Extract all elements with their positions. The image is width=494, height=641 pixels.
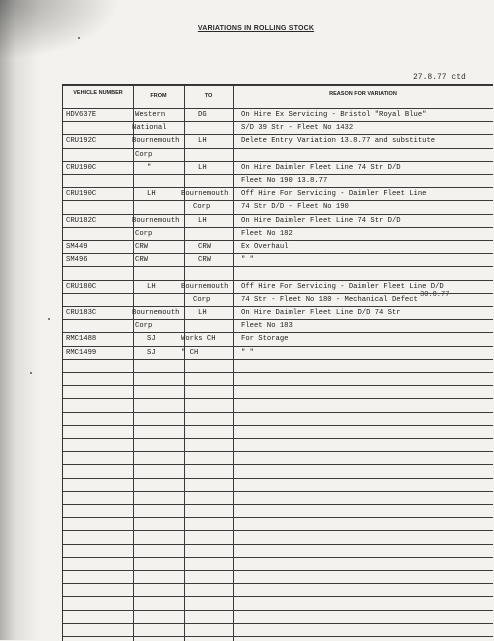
column-header-from: FROM (150, 93, 167, 99)
table-cell-from: CRW (135, 256, 148, 265)
row-divider (63, 85, 493, 86)
table-cell-reason: On Hire Daimler Fleet Line D/D 74 Str (241, 309, 401, 317)
table-cell-from: Bournemouth (132, 137, 180, 146)
table-cell-from: Corp (135, 150, 153, 159)
row-divider (63, 280, 493, 281)
row-divider (63, 451, 493, 452)
table-cell-vehicle: CRU183C (66, 309, 97, 317)
table-cell-vehicle: CRU182C (66, 216, 97, 225)
table-cell-from: Corp (135, 229, 153, 238)
row-divider (63, 148, 493, 149)
table-cell-to: CRW (198, 243, 211, 251)
table-cell-vehicle: CRU190C (66, 163, 97, 172)
row-divider (63, 108, 493, 109)
row-divider (63, 293, 493, 294)
row-divider (63, 385, 493, 386)
row-divider (63, 398, 493, 399)
row-divider (63, 266, 493, 267)
table-cell-vehicle: CRU180C (66, 282, 97, 291)
column-header-vehicle: VEHICLE NUMBER (73, 90, 123, 96)
scan-edge-shadow (0, 0, 40, 640)
row-divider (63, 253, 493, 254)
table-cell-reason: " " (241, 348, 254, 357)
table-cell-reason: On Hire Daimler Fleet Line 74 Str D/D (241, 216, 401, 225)
scan-speck (48, 318, 50, 320)
table-cell-from: CRW (135, 243, 148, 251)
table-cell-vehicle: HDV637E (66, 111, 97, 119)
table-cell-vehicle: SM496 (66, 256, 88, 265)
row-divider (63, 464, 493, 465)
row-divider (63, 214, 493, 215)
table-cell-reason: On Hire Daimler Fleet Line 74 Str D/D (241, 163, 401, 172)
row-divider (63, 596, 493, 597)
row-divider (63, 359, 493, 360)
rolling-stock-table (62, 84, 493, 641)
table-cell-from: National (132, 124, 167, 133)
row-divider (63, 332, 493, 333)
row-divider (63, 200, 493, 201)
table-cell-reason: Off Hire For Servicing - Daimler Fleet Line (241, 190, 427, 199)
table-cell-to: Works CH (181, 335, 216, 344)
row-divider (63, 372, 493, 373)
row-divider (63, 319, 493, 320)
row-divider (63, 438, 493, 439)
row-divider (63, 187, 493, 188)
table-cell-to: LH (198, 163, 207, 172)
table-cell-vehicle: CRU192C (66, 137, 97, 146)
row-divider (63, 530, 493, 531)
row-divider (63, 623, 493, 624)
table-cell-to: CRW (198, 256, 211, 265)
row-divider (63, 504, 493, 505)
row-divider (63, 583, 493, 584)
page-title: VARIATIONS IN ROLLING STOCK (197, 25, 315, 32)
scan-speck (30, 372, 32, 374)
table-cell-reason: 74 Str - Fleet No 180 - Mechanical Defect (241, 295, 418, 304)
row-divider (63, 636, 493, 637)
table-cell-to: Bournemouth (181, 282, 229, 291)
table-cell-to: LH (198, 216, 207, 225)
row-divider (63, 544, 493, 545)
table-cell-from: Western (135, 111, 166, 119)
table-cell-from: " (147, 163, 152, 172)
row-divider (63, 306, 493, 307)
table-cell-to: Corp (193, 295, 211, 304)
table-cell-from: LH (147, 190, 156, 199)
table-cell-vehicle: SM449 (66, 243, 88, 251)
table-cell-reason: 74 Str D/D - Fleet No 190 (241, 203, 349, 212)
table-cell-to: LH (198, 137, 207, 146)
scan-corner-shadow (0, 0, 120, 60)
second-date: 30.8.77 (420, 291, 450, 299)
scan-speck (78, 37, 80, 39)
table-cell-reason: Ex Overhaul (241, 243, 289, 251)
table-cell-from: Bournemouth (132, 309, 180, 317)
table-cell-from: SJ (147, 348, 156, 357)
row-divider (63, 610, 493, 611)
row-divider (63, 174, 493, 175)
table-cell-from: Corp (135, 322, 153, 331)
table-cell-vehicle: CRU190C (66, 190, 97, 199)
table-cell-reason: Fleet No 182 (241, 229, 293, 238)
row-divider (63, 227, 493, 228)
row-divider (63, 478, 493, 479)
row-divider (63, 517, 493, 518)
row-divider (63, 425, 493, 426)
table-cell-reason: Delete Entry Variation 13.8.77 and substitute (241, 137, 436, 146)
continuation-date: 27.8.77 ctd (413, 73, 466, 82)
table-cell-to: Corp (193, 203, 211, 212)
table-cell-reason: Fleet No 183 (241, 322, 293, 331)
row-divider (63, 161, 493, 162)
row-divider (63, 570, 493, 571)
table-cell-from: Bournemouth (132, 216, 180, 225)
row-divider (63, 557, 493, 558)
table-cell-vehicle: RMC1488 (66, 335, 97, 344)
column-header-reason: REASON FOR VARIATION (329, 91, 397, 97)
table-cell-to: DG (198, 111, 207, 119)
row-divider (63, 491, 493, 492)
row-divider (63, 121, 493, 122)
table-cell-reason: Fleet No 190 13.8.77 (241, 177, 328, 185)
table-cell-reason: For Storage (241, 335, 289, 344)
row-divider (63, 346, 493, 347)
table-cell-to: " CH (181, 348, 199, 357)
table-cell-reason: Off Hire For Servicing - Daimler Fleet Line D/D (241, 282, 444, 291)
column-header-to: TO (204, 93, 213, 99)
row-divider (63, 412, 493, 413)
table-cell-reason: S/D 39 Str - Fleet No 1432 (241, 124, 354, 133)
table-cell-from: LH (147, 282, 156, 291)
table-cell-reason: On Hire Ex Servicing - Bristol "Royal Blue" (241, 111, 427, 119)
table-cell-from: SJ (147, 335, 156, 344)
row-divider (63, 240, 493, 241)
table-cell-reason: " " (241, 256, 254, 265)
table-cell-vehicle: RMC1499 (66, 348, 97, 357)
table-cell-to: LH (198, 309, 207, 317)
table-cell-to: Bournemouth (181, 190, 229, 199)
row-divider (63, 134, 493, 135)
